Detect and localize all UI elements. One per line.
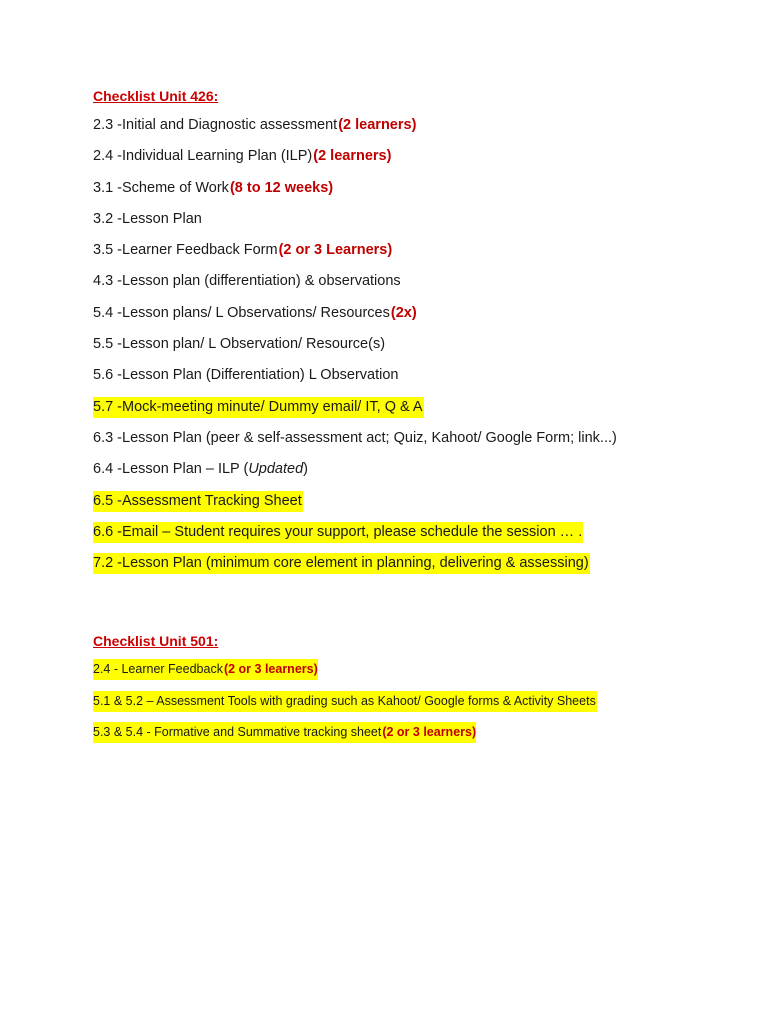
item-emphasis: (2 learners) xyxy=(313,148,392,165)
item-7-2 xyxy=(93,553,733,584)
item-emphasis: (2x) xyxy=(390,304,417,321)
item-text: 5.5 -Lesson plan/ L Observation/ Resource(s) xyxy=(93,336,386,353)
item-text: 2.3 -Initial and Diagnostic assessment xyxy=(93,117,338,133)
item-5-4 xyxy=(93,303,733,334)
item-text: 5.4 -Lesson plans/ L Observations/ Resources xyxy=(93,304,390,321)
item-4-3 xyxy=(93,271,733,302)
item-text: 3.1 -Scheme of Work xyxy=(93,179,229,196)
item-emphasis: (2 learners) xyxy=(338,117,417,133)
item-6-5 xyxy=(93,491,733,522)
item-3-1 xyxy=(93,178,733,209)
item-text-highlighted: 5.3 & 5.4 - Formative and Summative tracking sheet xyxy=(93,722,382,743)
document-page xyxy=(93,84,733,753)
item-501-5-1-5-2 xyxy=(93,691,733,722)
item-text: 2.4 -Individual Learning Plan (ILP) xyxy=(93,148,313,165)
item-emphasis: (8 to 12 weeks) xyxy=(229,179,334,196)
item-text: 6.4 -Lesson Plan – ILP ( xyxy=(93,461,249,478)
item-3-5 xyxy=(93,240,733,271)
item-text-highlighted: 6.6 -Email – Student requires your support, please schedule the session … . xyxy=(93,522,583,543)
item-6-6 xyxy=(93,522,733,553)
item-501-5-3-5-4 xyxy=(93,722,733,753)
item-text-end: ) xyxy=(303,461,308,478)
item-6-4 xyxy=(93,459,733,490)
item-text-highlighted: 6.5 -Assessment Tracking Sheet xyxy=(93,491,303,512)
item-emphasis: (2 or 3 learners) xyxy=(382,722,476,743)
item-5-7 xyxy=(93,397,733,428)
item-emphasis: (2 or 3 learners) xyxy=(224,659,318,680)
item-text-highlighted: 7.2 -Lesson Plan (minimum core element in planning, delivering & assessing) xyxy=(93,553,590,574)
checklist-unit-426-heading: Checklist Unit 426: xyxy=(93,88,219,104)
item-2-4 xyxy=(93,146,733,177)
item-text: 5.6 -Lesson Plan (Differentiation) L Observation xyxy=(93,367,399,384)
item-3-2 xyxy=(93,209,733,240)
item-6-3 xyxy=(93,428,733,459)
item-text-highlighted: 2.4 - Learner Feedback xyxy=(93,659,224,680)
item-text: 3.5 -Learner Feedback Form xyxy=(93,242,278,259)
item-text: 3.2 -Lesson Plan xyxy=(93,210,202,227)
item-text-highlighted: 5.1 & 5.2 – Assessment Tools with grading such as Kahoot/ Google forms & Activity Sheets xyxy=(93,691,597,712)
item-501-2-4 xyxy=(93,659,733,690)
item-text: 6.3 -Lesson Plan (peer & self-assessment act; Quiz, Kahoot/ Google Form; link...) xyxy=(93,429,617,446)
item-italic: Updated xyxy=(248,461,304,478)
item-emphasis: (2 or 3 Learners) xyxy=(278,242,393,259)
checklist-unit-501-heading: Checklist Unit 501: xyxy=(93,633,219,650)
item-5-5 xyxy=(93,334,733,365)
item-text: 4.3 -Lesson plan (differentiation) & observations xyxy=(93,273,401,290)
item-text-highlighted: 5.7 -Mock-meeting minute/ Dummy email/ IT, Q & A xyxy=(93,397,424,418)
item-5-6 xyxy=(93,365,733,396)
item-2-3 xyxy=(93,115,733,146)
